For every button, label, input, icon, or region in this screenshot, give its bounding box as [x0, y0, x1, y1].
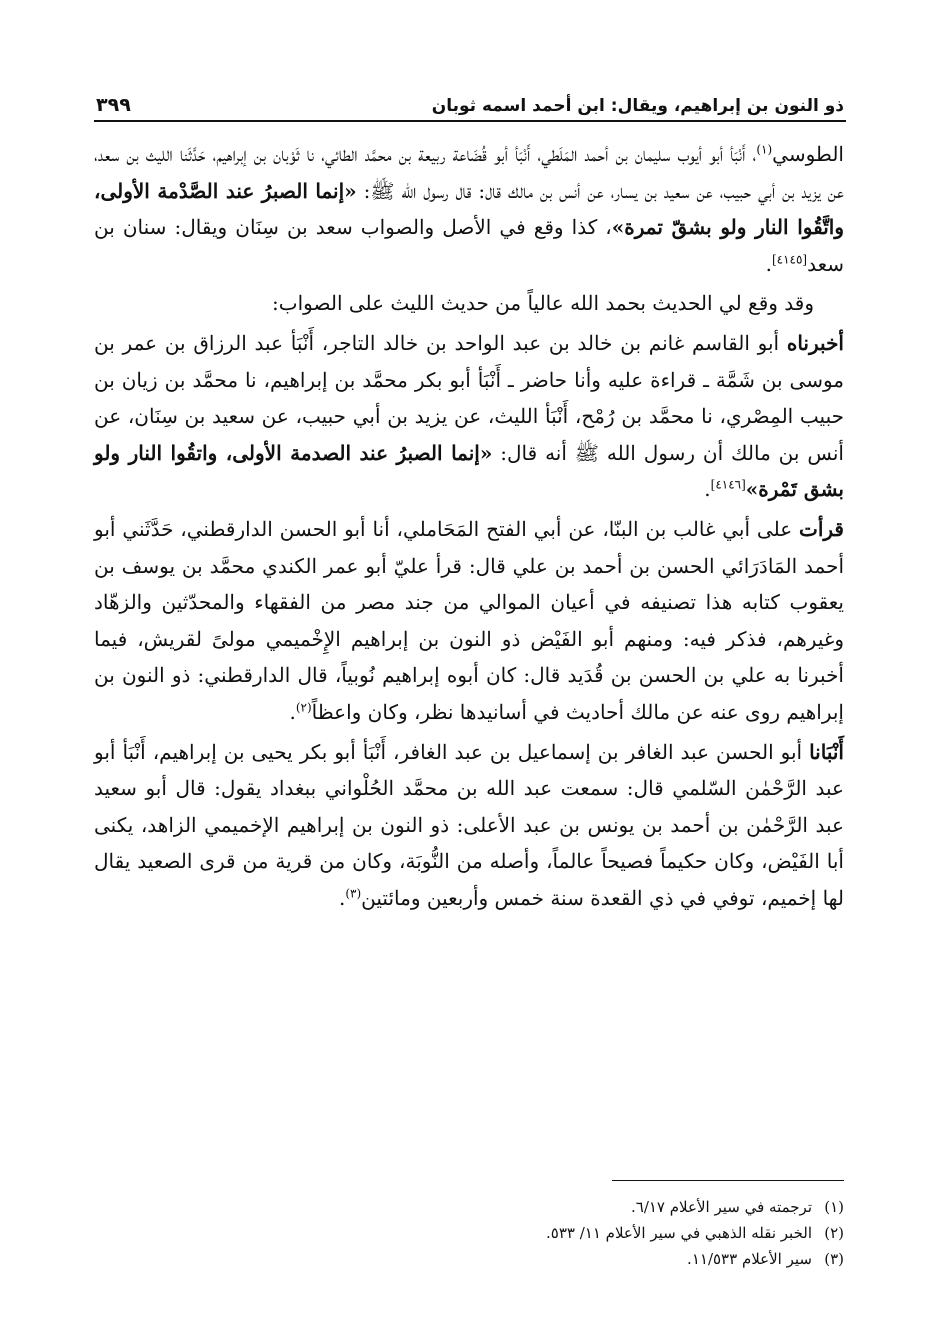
footnote-text: سير الأعلام ١١/٥٣٣. — [687, 1250, 812, 1268]
text-run: . — [704, 477, 711, 502]
text-run: الطوسي — [772, 142, 844, 166]
paragraph-5 — [94, 734, 844, 917]
paragraph-lead: أخبرناه — [786, 330, 844, 355]
paragraph-lead: أَنْبَانا — [809, 739, 844, 764]
footnotes — [94, 1194, 844, 1272]
main-text — [94, 136, 844, 916]
page-number: ٣٩٩ — [96, 94, 131, 116]
page-header — [96, 84, 844, 116]
footnote-ref-3: (٣) — [345, 886, 362, 901]
text-run: . — [338, 885, 346, 910]
text-run: . — [765, 251, 772, 276]
paragraph-4 — [94, 511, 844, 731]
footnote — [94, 1220, 844, 1246]
text-run: ، أَنْبَأ أبو أيوب سليمان بن أحمد المَلَطي، أَنْبَأ أبو قُضَاعة ربيعة بن محمَّد الطائي، نا ثَوْبان بن إبراهيم، حَدَّثَنا الليث بن سعد، عن يزيد بن أبي حبيب، عن سعيد بن يسار، عن أنس بن مالك قال: قال رسول الله ﷺ: — [94, 142, 844, 203]
header-rule — [94, 120, 846, 122]
footnote-number: (١) — [824, 1198, 844, 1216]
paragraph-lead: قرأت — [799, 516, 844, 541]
footnote-text: الخبر نقله الذهبي في سير الأعلام ١١/ ٥٣٣. — [545, 1224, 812, 1242]
hadith-number: [٤١٤٦] — [710, 477, 746, 492]
footnote-number: (٣) — [824, 1250, 844, 1268]
footnote-rule — [612, 1180, 844, 1181]
footnote — [94, 1194, 844, 1220]
text-run: . — [289, 699, 296, 724]
text-run: ، كذا وقع في الأصل والصواب سعد بن سِنَان ويقال: سنان بن سعد — [94, 215, 844, 276]
paragraph-1 — [94, 136, 844, 282]
footnote-ref-1: (١) — [756, 142, 773, 157]
text-run: أبو الحسن عبد الغافر بن إسماعيل بن عبد الغافر، أَنْبَأ أبو بكر يحيى بن إبراهيم، أَنْبَأ أبو عبد الرَّحْمٰن السّلمي قال: سمعت عبد الله بن محمَّد الحُلْواني ببغداد يقول: قال أبو سعيد عبد الرَّحْمٰن بن أحمد بن يونس بن عبد الأعلى: ذو النون بن إبراهيم الإخميمي الزاهد، يكنى أبا الفَيْض، وكان حكيماً فصيحاً عالماً، وأصله من النُّوبَة، وكان من قرية من قرى الصعيد يقال لها إخميم، توفي في ذي القعدة سنة خمس وأربعين ومائتين — [94, 739, 844, 910]
running-title: ذو النون بن إبراهيم، ويقال: ابن أحمد اسمه ثوبان — [431, 96, 844, 116]
footnote — [94, 1246, 844, 1272]
hadith-quote: «إنما الصبرُ عند الصَّدْمة الأولى، واتَّقُوا النار ولو بشقّ تمرة» — [94, 178, 845, 240]
footnote-number: (٢) — [824, 1224, 844, 1242]
text-run: على أبي غالب بن البنّا، عن أبي الفتح المَحَاملي، أنا أبو الحسن الدارقطني، حَدَّثَني أبو أحمد المَادَرَائي الحسن بن أحمد بن علي قال: قرأ عليّ أبو عمر الكندي محمَّد بن يوسف بن يعقوب كتابه هذا تصنيفه في أعيان الموالي من جند مصر من الفقهاء والمحدّثين والزهّاد وغيرهم، فذكر فيه: ومنهم أبو الفَيْض ذو النون بن إبراهيم الإِخْميمي مولىً لقريش، فيما أخبرنا به علي بن الحسن بن قُدَيد قال: كان أبوه إبراهيم نُوبياً، قال الدارقطني: ذو النون بن إبراهيم روى عنه عن مالك أحاديث في أسانيدها نظر، وكان واعظاً — [94, 516, 844, 724]
paragraph-2: وقد وقع لي الحديث بحمد الله عالياً من حديث الليث على الصواب: — [272, 291, 814, 316]
footnote-text: ترجمته في سير الأعلام ٦/١٧. — [630, 1198, 812, 1216]
hadith-number: [٤١٤٥] — [771, 252, 808, 267]
paragraph-3 — [94, 325, 844, 508]
hadith-quote: «إنما الصبرُ عند الصدمة الأولى، واتقُوا النار ولو بشق تَمْرة» — [94, 440, 844, 502]
text-run: أبو القاسم غانم بن خالد بن عبد الواحد بن خالد التاجر، أَنْبَأ عبد الرزاق بن عمر بن موسى بن شَمَّة ـ قراءة عليه وأنا حاضر ـ أَنْبَأ أبو بكر محمَّد بن إبراهيم، نا محمَّد بن زيان بن حبيب المِصْري، نا محمَّد بن رُمْح، أَنْبَأ الليث، عن يزيد بن أبي حبيب، عن سعيد بن سِنَان، عن أنس بن مالك أن رسول الله ﷺ أنه قال: — [94, 330, 844, 465]
footnote-ref-2: (٢) — [295, 700, 312, 715]
